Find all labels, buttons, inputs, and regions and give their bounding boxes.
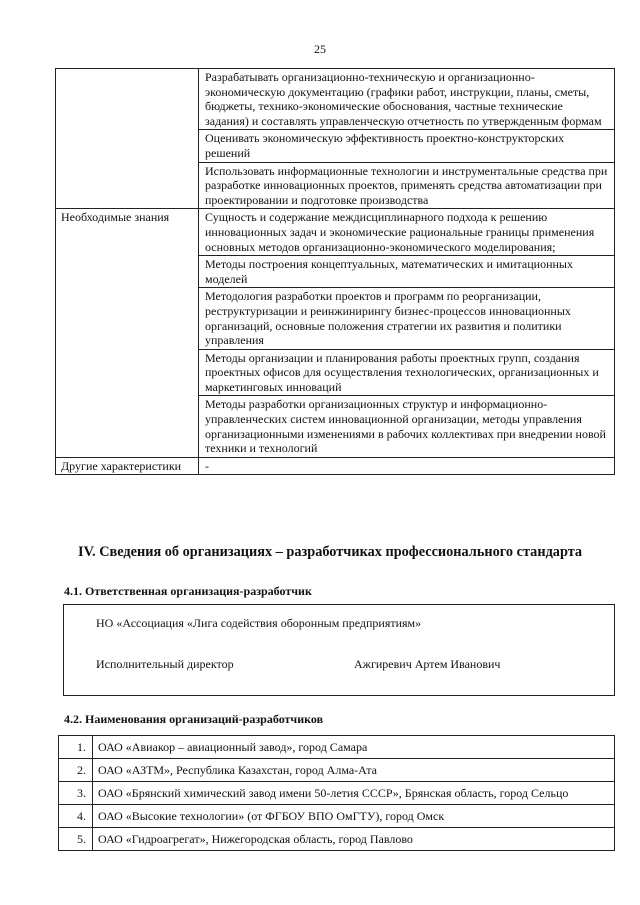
row-number: 1. <box>59 736 93 759</box>
table-row <box>59 759 615 782</box>
developers-table <box>58 735 615 851</box>
knowledge-label: Необходимые знания <box>56 209 199 458</box>
org-name: НО «Ассоциация «Лига содействия оборонным предприятиям» <box>96 616 422 630</box>
knowledge-item: Сущность и содержание междисциплинарного подхода к решению инновационных задач и экономические рациональные границы применения основных методов организационно-экономического моделирования; <box>199 209 615 256</box>
org-cell: ОАО «АЗТМ», Республика Казахстан, город Алма-Ата <box>93 759 615 782</box>
developers-heading: 4.2. Наименования организаций-разработчиков <box>64 712 324 726</box>
skill-item: Оценивать экономическую эффективность проектно-конструкторских решений <box>199 130 615 162</box>
table-row <box>59 805 615 828</box>
signatory-role: Исполнительный директор <box>96 657 234 671</box>
row-number: 3. <box>59 782 93 805</box>
other-label: Другие характеристики <box>56 457 199 475</box>
knowledge-item: Методы организации и планирования работы проектных групп, создания проектных офисов для осуществления технологических, организационных и маркетинговых инноваций <box>199 349 615 396</box>
other-value: - <box>199 457 615 475</box>
org-cell: ОАО «Гидроагрегат», Нижегородская область, город Павлово <box>93 828 615 851</box>
responsible-org-box <box>63 604 615 696</box>
org-cell: ОАО «Брянский химический завод имени 50-летия СССР», Брянская область, город Сельцо <box>93 782 615 805</box>
row-number: 2. <box>59 759 93 782</box>
org-cell: ОАО «Высокие технологии» (от ФГБОУ ВПО ОмГТУ), город Омск <box>93 805 615 828</box>
table-row <box>59 828 615 851</box>
table-row <box>56 69 615 130</box>
knowledge-item: Методология разработки проектов и программ по реорганизации, реструктуризации и реинжинирингу бизнес-процессов инновационных организаций, основные положения стратегии их развития и политики управления <box>199 288 615 349</box>
signatory-name: Ажгиревич Артем Иванович <box>354 657 501 671</box>
requirements-table <box>55 68 615 475</box>
responsible-heading: 4.1. Ответственная организация-разработчик <box>64 584 312 598</box>
row-number: 5. <box>59 828 93 851</box>
row-number: 4. <box>59 805 93 828</box>
table-row <box>59 782 615 805</box>
table-row <box>59 736 615 759</box>
table-row <box>56 457 615 475</box>
table-row <box>56 209 615 256</box>
knowledge-item: Методы построения концептуальных, математических и имитационных моделей <box>199 256 615 288</box>
skill-item: Использовать информационные технологии и инструментальные средства при разработке инновационных проектов, применять средства автоматизации при проектировании и подготовке производства <box>199 162 615 209</box>
org-cell: ОАО «Авиакор – авиационный завод», город Самара <box>93 736 615 759</box>
skill-item: Разрабатывать организационно-техническую и организационно-экономическую документацию (графики работ, инструкции, планы, сметы, бюджеты, технико-экономические обоснования, частные технические задания) и составлять управленческую отчетность по утвержденным формам <box>199 69 615 130</box>
knowledge-item: Методы разработки организационных структур и информационно-управленческих систем инновационной организации, методы управления организационными изменениями в рабочих коллективах при внедрении новой техники и технологий <box>199 396 615 457</box>
section-title: IV. Сведения об организациях – разработчиках профессионального стандарта <box>78 544 583 560</box>
page-number: 25 <box>314 42 326 56</box>
skills-label-cell <box>56 69 199 209</box>
